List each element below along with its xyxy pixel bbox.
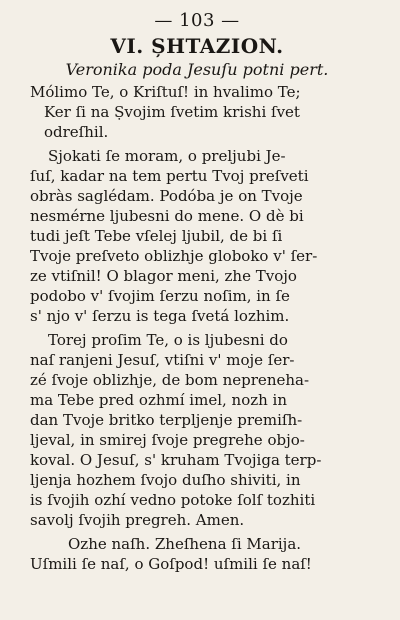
text-line: nesmérne ljubesni do mene. O dè bi	[30, 207, 304, 225]
text-line: dan Tvoje britko terpljenje premiſh-	[30, 411, 303, 429]
text-line: ſuſ, kadar na tem pertu Tvoj preſveti	[30, 167, 309, 185]
station-subtitle: Veronika poda Jesuſu potni pert.	[65, 60, 329, 79]
petition-paragraph	[30, 330, 364, 530]
text-line: zé ſvoje oblizhje, de bom nepreneha-	[30, 371, 310, 389]
text-line: Torej proſim Te, o is ljubesni do	[48, 331, 288, 349]
meditation-paragraph	[30, 146, 364, 326]
closing-line: Uſmili ſe naſ, o Goſpod! uſmili ſe naſ!	[30, 555, 312, 573]
text-line: odreſhil.	[44, 123, 109, 141]
opening-prayer	[30, 82, 364, 142]
text-line: Mólimo Te, o Kriſtuſ! in hvalimo Te;	[30, 83, 301, 101]
text-line: Tvoje preſveto oblizhje globoko v' ſer-	[30, 247, 318, 265]
text-line: ljenja hozhem ſvojo duſho shiviti, in	[30, 471, 301, 489]
text-line: tudi jeſt Tebe vſelej ljubil, de bi ſi	[30, 227, 283, 245]
station-title: VI. ȘHTAZION.	[110, 34, 284, 58]
text-line: s' njo v' ſerzu is tega ſvetá lozhim.	[30, 307, 290, 325]
closing-prayers	[30, 534, 364, 574]
text-line: ze vtiſnil! O blagor meni, zhe Tvojo	[30, 267, 297, 285]
page-number: — 103 —	[154, 10, 240, 31]
text-line: Sjokati ſe moram, o preljubi Je-	[48, 147, 286, 165]
text-line: savolj ſvojih pregreh. Amen.	[30, 511, 245, 529]
text-line: ljeval, in smirej ſvoje pregrehe objo-	[30, 431, 305, 449]
text-line: naſ ranjeni Jesuſ, vtiſni v' moje ſer-	[30, 351, 295, 369]
text-line: ma Tebe pred ozhmí imel, nozh in	[30, 391, 288, 409]
text-line: podobo v' ſvojim ſerzu noſim, in ſe	[30, 287, 290, 305]
text-line: koval. O Jesuſ, s' kruham Tvojiga terp-	[30, 451, 322, 469]
closing-line: Ozhe naſh. Zheſhena ſi Marija.	[68, 535, 302, 553]
text-line: Ker ſi na Ṣvojim ſvetim krishi ſvet	[44, 103, 300, 121]
text-line: obràs saglédam. Podóba je on Tvoje	[30, 187, 303, 205]
text-line: is ſvojih ozhí vedno potoke ſolſ tozhiti	[30, 491, 316, 509]
